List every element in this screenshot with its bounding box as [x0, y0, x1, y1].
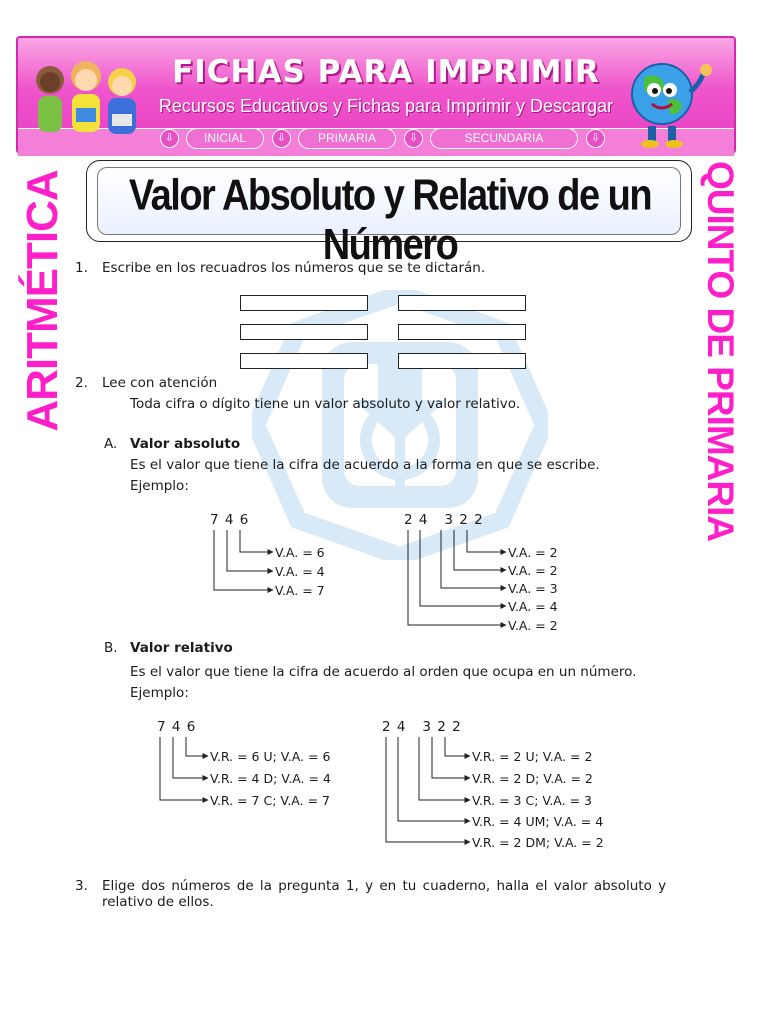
vr-label: V.R. = 4 D; V.A. = 4 — [210, 771, 331, 786]
q2-text: Lee con atención — [102, 375, 218, 391]
nav-arrow-icon[interactable]: ⇩ — [160, 129, 179, 148]
q1-text: Escribe en los recuadros los números que se te dictarán. — [102, 260, 486, 276]
section-a-heading: Valor absoluto — [130, 436, 241, 452]
vr-label: V.R. = 2 U; V.A. = 2 — [472, 749, 593, 764]
vr-label: V.R. = 4 UM; V.A. = 4 — [472, 814, 604, 829]
q1-number: 1. — [75, 260, 88, 276]
vr-label: V.R. = 7 C; V.A. = 7 — [210, 793, 330, 808]
nav-primaria[interactable]: PRIMARIA — [298, 128, 396, 149]
q3-number: 3. — [75, 878, 88, 894]
section-a-letter: A. — [104, 436, 118, 452]
vr-label: V.R. = 2 D; V.A. = 2 — [472, 771, 593, 786]
q2-number: 2. — [75, 375, 88, 391]
nav-arrow-icon[interactable]: ⇩ — [272, 129, 291, 148]
vr-number-1: 7 4 6 — [157, 719, 197, 735]
va-label: V.A. = 6 — [275, 545, 325, 560]
vr-number-2: 2 4 3 2 2 — [382, 719, 462, 735]
page-title: Valor Absoluto y Relativo de un Número — [128, 171, 652, 270]
subject-label: ARITMÉTICA — [18, 170, 67, 432]
va-label: V.A. = 7 — [275, 583, 325, 598]
q2-intro: Toda cifra o dígito tiene un valor absoluto y valor relativo. — [130, 396, 521, 412]
va-label: V.A. = 4 — [275, 564, 325, 579]
section-b-letter: B. — [104, 640, 118, 656]
section-b-heading: Valor relativo — [130, 640, 233, 656]
q3-text-line2: relativo de ellos. — [102, 894, 214, 910]
nav-inicial[interactable]: INICIAL — [186, 128, 264, 149]
vr-label: V.R. = 3 C; V.A. = 3 — [472, 793, 592, 808]
section-b-text: Es el valor que tiene la cifra de acuerdo al orden que ocupa en un número. — [130, 664, 637, 680]
va-label: V.A. = 4 — [508, 599, 558, 614]
va-label: V.A. = 2 — [508, 618, 558, 633]
va-label: V.A. = 2 — [508, 545, 558, 560]
vr-label: V.R. = 2 DM; V.A. = 2 — [472, 835, 604, 850]
q3-text-line1: Elige dos números de la pregunta 1, y en tu cuaderno, halla el valor absoluto y — [102, 878, 667, 894]
va-number-2: 2 4 3 2 2 — [404, 512, 484, 528]
nav-secundaria[interactable]: SECUNDARIA — [430, 128, 578, 149]
grade-label: QUINTO DE PRIMARIA — [700, 161, 741, 542]
section-a-example: Ejemplo: — [130, 478, 189, 494]
nav-arrow-icon[interactable]: ⇩ — [404, 129, 423, 148]
vr-label: V.R. = 6 U; V.A. = 6 — [210, 749, 331, 764]
section-a-text: Es el valor que tiene la cifra de acuerdo a la forma en que se escribe. — [130, 457, 600, 473]
site-subtitle: Recursos Educativos y Fichas para Imprimir y Descargar — [158, 96, 614, 116]
va-number-1: 7 4 6 — [210, 512, 250, 528]
nav-arrow-icon[interactable]: ⇩ — [586, 129, 605, 148]
va-label: V.A. = 3 — [508, 581, 558, 596]
section-b-example: Ejemplo: — [130, 685, 189, 701]
va-label: V.A. = 2 — [508, 563, 558, 578]
site-title: FICHAS PARA IMPRIMIR — [172, 54, 600, 90]
